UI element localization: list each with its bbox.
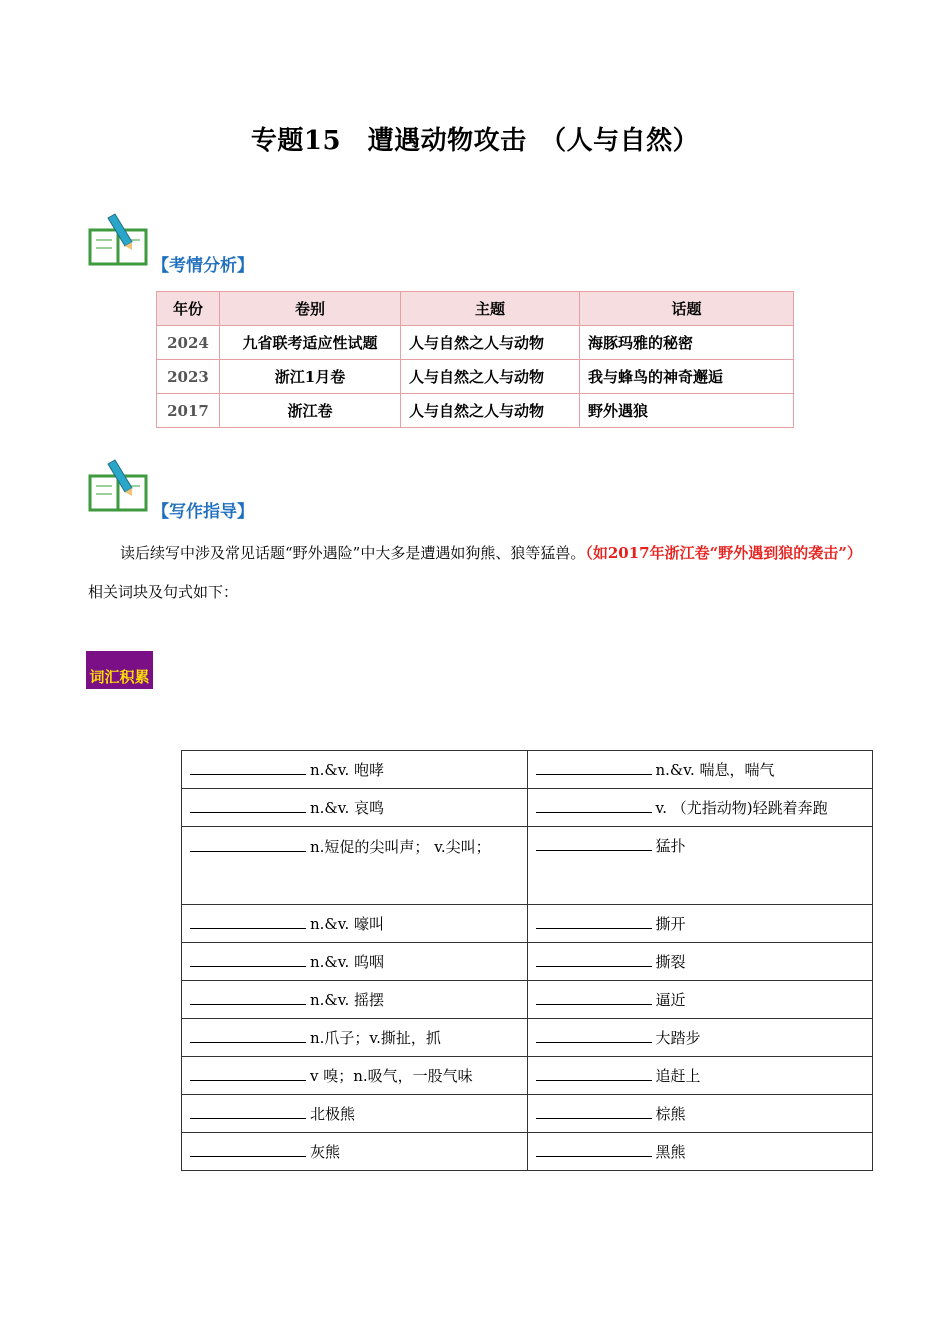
vocab-meaning: n.&v. 摇摆 [310,991,385,1009]
cell-year: 2023 [157,360,220,394]
answer-blank[interactable] [536,950,652,967]
cell-paper: 浙江1月卷 [220,360,401,394]
answer-blank[interactable] [536,796,652,813]
cell-theme: 人与自然之人与动物 [401,326,580,360]
table-header-row [157,292,794,326]
vocab-cell [182,1133,528,1171]
vocab-cell [182,905,528,943]
answer-blank[interactable] [536,1064,652,1081]
table-row [157,326,794,360]
vocab-meaning: v. （尤指动物)轻跳着奔跑 [655,799,828,817]
vocab-meaning: n.&v. 哀鸣 [310,799,385,817]
vocab-cell [182,827,528,905]
vocab-cell [182,1057,528,1095]
vocab-row [182,1019,873,1057]
vocab-meaning: n.短促的尖叫声； v.尖叫； [310,838,491,856]
cell-theme: 人与自然之人与动物 [401,394,580,428]
vocab-row [182,1095,873,1133]
vocab-meaning: 灰熊 [310,1143,341,1161]
vocab-meaning: 大踏步 [655,1029,701,1047]
intro-paragraph [88,534,868,612]
vocab-meaning: n.&v. 咆哮 [310,761,385,779]
cell-theme: 人与自然之人与动物 [401,360,580,394]
vocab-meaning: 黑熊 [655,1143,686,1161]
vocab-meaning: 撕开 [655,915,686,933]
answer-blank[interactable] [190,1064,306,1081]
answer-blank[interactable] [536,758,652,775]
analysis-label: 【考情分析】 [152,256,254,276]
vocab-cell [182,789,528,827]
answer-blank[interactable] [190,796,306,813]
vocab-row [182,751,873,789]
answer-blank[interactable] [190,950,306,967]
answer-blank[interactable] [190,758,306,775]
vocab-meaning: 北极熊 [310,1105,356,1123]
vocab-cell [527,905,873,943]
intro-text: 读后续写中涉及常见话题“野外遇险”中大多是遭遇如狗熊、狼等猛兽。 [120,544,586,562]
vocab-row [182,827,873,905]
vocab-meaning: n.&v. 喘息，喘气 [655,761,775,779]
vocab-row [182,943,873,981]
vocab-cell [527,751,873,789]
header-theme: 主题 [401,292,580,326]
answer-blank[interactable] [190,835,306,852]
cell-paper: 九省联考适应性试题 [220,326,401,360]
vocab-row [182,1133,873,1171]
answer-blank[interactable] [190,1140,306,1157]
cell-year: 2024 [157,326,220,360]
cell-topic: 野外遇狼 [580,394,794,428]
answer-blank[interactable] [536,988,652,1005]
header-year: 年份 [157,292,220,326]
vocab-meaning: 撕裂 [655,953,686,971]
page-title: 专题15 遭遇动物攻击 （人与自然） [250,126,700,156]
vocab-meaning: 猛扑 [655,837,686,855]
table-row [157,360,794,394]
vocab-section-tag: 词汇积累 [86,651,153,689]
exam-analysis-table [156,291,794,428]
vocab-cell [527,827,873,905]
answer-blank[interactable] [190,988,306,1005]
vocab-cell [182,1019,528,1057]
vocab-table [181,750,873,1171]
vocab-cell [527,1057,873,1095]
intro-highlight: （如2017年浙江卷“野外遇到狼的袭击”） [585,544,862,562]
vocab-meaning: 逼近 [655,991,686,1009]
answer-blank[interactable] [536,834,652,851]
answer-blank[interactable] [190,1026,306,1043]
vocab-cell [527,789,873,827]
answer-blank[interactable] [190,912,306,929]
answer-blank[interactable] [536,1026,652,1043]
vocab-meaning: 棕熊 [655,1105,686,1123]
vocab-row [182,789,873,827]
vocab-cell [527,981,873,1019]
vocab-row [182,1057,873,1095]
vocab-meaning: n.爪子；v.撕扯，抓 [310,1029,441,1047]
header-paper: 卷别 [220,292,401,326]
vocab-meaning: 追赶上 [655,1067,701,1085]
vocab-meaning: n.&v. 嚎叫 [310,915,385,933]
cell-year: 2017 [157,394,220,428]
cell-topic: 我与蜂鸟的神奇邂逅 [580,360,794,394]
guide-label: 【写作指导】 [152,502,254,522]
vocab-row [182,905,873,943]
book-pencil-icon [88,212,152,268]
vocab-cell [182,943,528,981]
answer-blank[interactable] [536,912,652,929]
vocab-cell [182,1095,528,1133]
vocab-meaning: v 嗅；n.吸气，一股气味 [310,1067,473,1085]
vocab-cell [182,981,528,1019]
answer-blank[interactable] [536,1102,652,1119]
vocab-cell [527,1095,873,1133]
vocab-cell [527,1133,873,1171]
book-pencil-icon [88,458,152,514]
vocab-row [182,981,873,1019]
table-row [157,394,794,428]
vocab-cell [182,751,528,789]
answer-blank[interactable] [190,1102,306,1119]
vocab-cell [527,1019,873,1057]
header-topic: 话题 [580,292,794,326]
cell-topic: 海豚玛雅的秘密 [580,326,794,360]
cell-paper: 浙江卷 [220,394,401,428]
vocab-cell [527,943,873,981]
intro-text-end: 相关词块及句式如下： [88,583,239,601]
vocab-meaning: n.&v. 呜咽 [310,953,385,971]
answer-blank[interactable] [536,1140,652,1157]
